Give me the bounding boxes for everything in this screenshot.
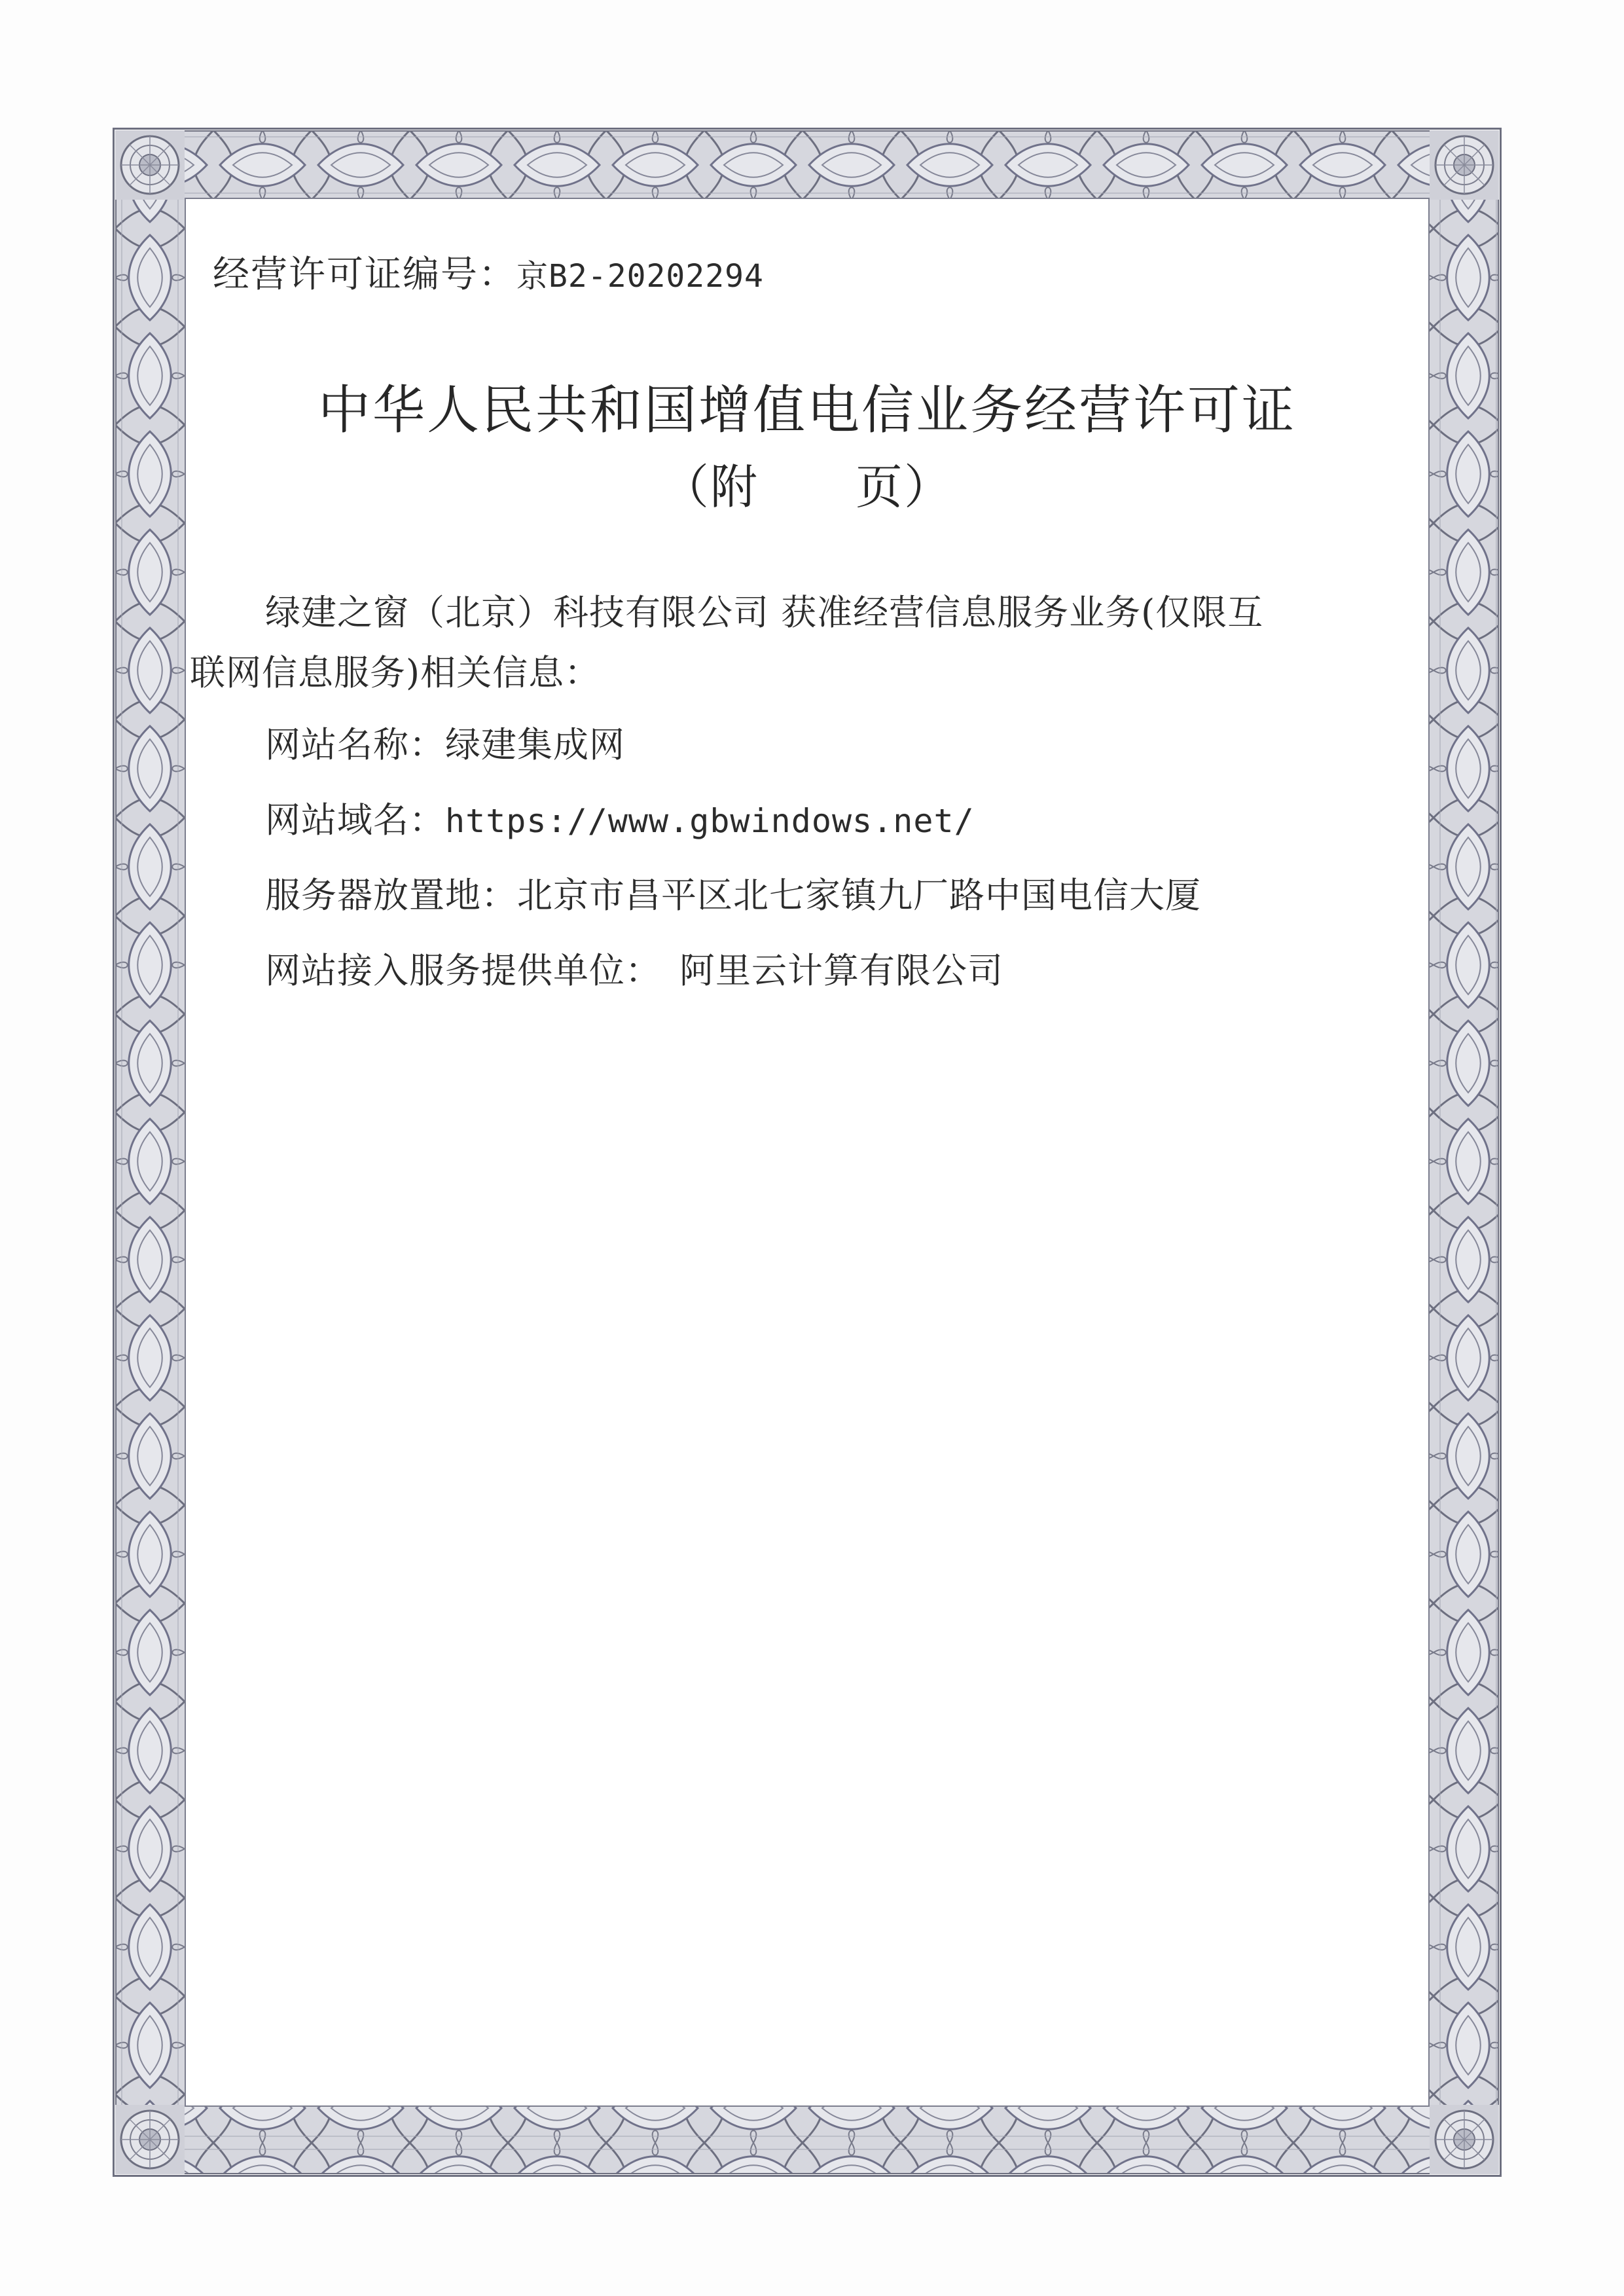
field-label: 服务器放置地： — [265, 875, 517, 916]
field-value: 北京市昌平区北七家镇九厂路中国电信大厦 — [517, 875, 1201, 916]
document-title: 中华人民共和国增值电信业务经营许可证 — [318, 380, 1296, 441]
document-subtitle: （附 页） — [661, 460, 952, 515]
intro-paragraph — [190, 583, 1365, 703]
field-access-provider — [265, 943, 1003, 993]
field-value: 绿建集成网 — [445, 724, 625, 765]
field-website-name — [265, 717, 625, 767]
field-value: https://www.gbwindows.net/ — [445, 802, 975, 840]
intro-line-2: 联网信息服务)相关信息： — [190, 652, 601, 693]
corner-rosette-bottom-left — [115, 2105, 185, 2174]
license-number-label: 经营许可证编号： — [213, 253, 516, 296]
field-label: 网站接入服务提供单位： — [265, 950, 643, 991]
corner-rosette-top-right — [1430, 130, 1499, 200]
intro-line-1: 绿建之窗（北京）科技有限公司 获准经营信息服务业务(仅限互 — [265, 592, 1264, 633]
field-label: 网站域名： — [265, 799, 445, 841]
corner-rosette-top-left — [115, 130, 185, 200]
license-number-line — [213, 246, 764, 298]
license-number-value: 京B2-20202294 — [516, 258, 764, 295]
field-label: 网站名称： — [265, 724, 445, 765]
field-value: 阿里云计算有限公司 — [643, 950, 1003, 991]
corner-rosette-bottom-right — [1430, 2105, 1499, 2174]
field-server-location — [265, 867, 1201, 918]
field-website-domain — [265, 792, 975, 843]
